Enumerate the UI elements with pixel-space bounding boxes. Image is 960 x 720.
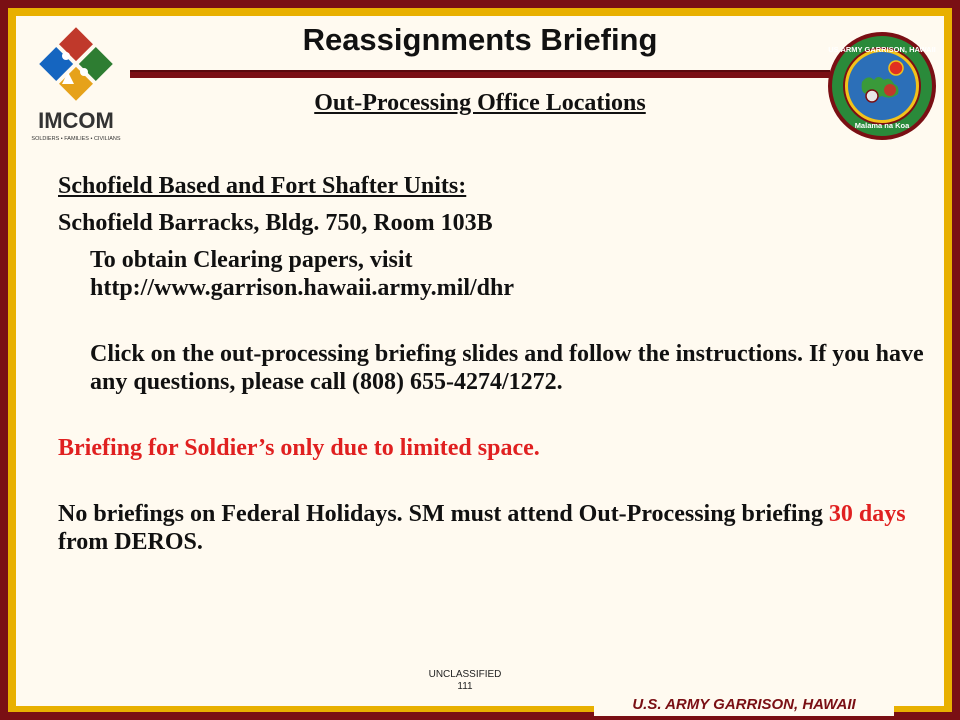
holiday-notice (58, 500, 928, 556)
page-number: 111 (457, 681, 473, 692)
slide-body (58, 172, 928, 556)
garrison-footer: U.S. ARMY GARRISON, HAWAII (594, 694, 894, 716)
classification-label: UNCLASSIFIED (428, 669, 502, 680)
instructions-text: Click on the out-processing briefing slides and follow the instructions. If you have any questions, please call (808) 655-4274/1272. (90, 341, 924, 395)
title-divider (130, 70, 830, 78)
office-location: Schofield Barracks, Bldg. 750, Room 103B (58, 210, 493, 236)
page-title: Reassignments Briefing (302, 22, 658, 57)
seal-ring-text-bottom: Malama na Koa (854, 121, 910, 130)
holiday-notice-text-1: No briefings on Federal Holidays. SM must attend Out-Processing briefing (58, 501, 829, 527)
seal-ring-text-top: US ARMY GARRISON, HAWAII (828, 45, 936, 54)
page-subtitle: Out-Processing Office Locations (314, 90, 646, 116)
imcom-logo-tagline: SOLDIERS • FAMILIES • CIVILIANS (31, 136, 121, 142)
holiday-notice-days: 30 days (828, 501, 906, 527)
classification-footer (0, 669, 930, 693)
clearing-papers-text: To obtain Clearing papers, visit (90, 247, 413, 273)
clearing-papers-url[interactable]: http://www.garrison.hawaii.army.mil/dhr (90, 275, 515, 301)
holiday-notice-text-2: from DEROS. (58, 529, 203, 555)
imcom-logo-text: IMCOM (38, 108, 114, 133)
units-heading: Schofield Based and Fort Shafter Units: (58, 173, 467, 199)
space-notice: Briefing for Soldier’s only due to limited space. (58, 435, 540, 461)
